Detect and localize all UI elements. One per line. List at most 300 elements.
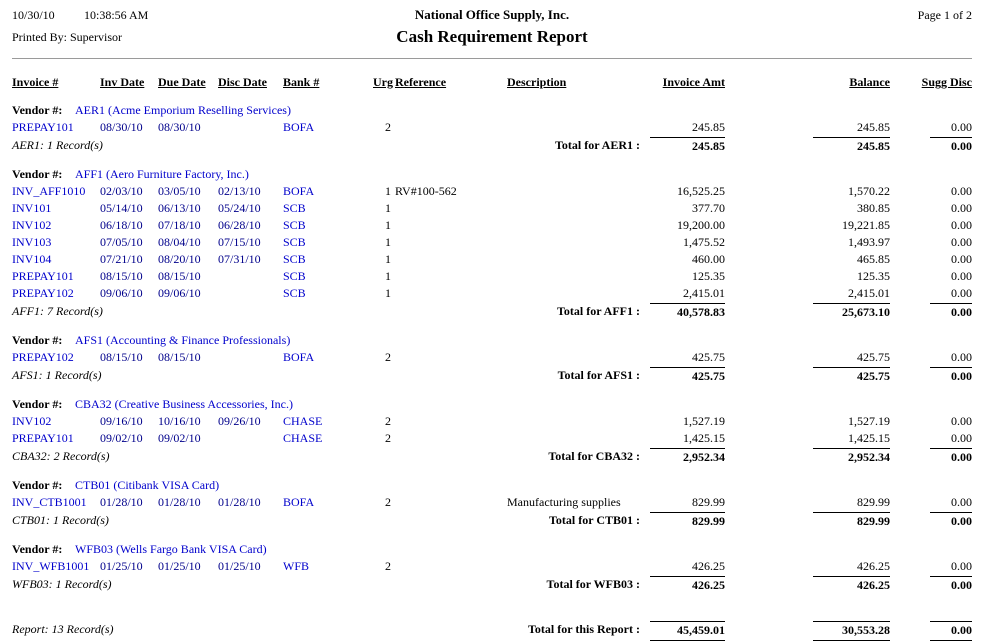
group-total-balance — [725, 367, 890, 385]
cell-reference — [395, 413, 507, 430]
vendor-header-row — [12, 396, 972, 413]
cell-bank[interactable]: BOFA — [283, 184, 315, 198]
cell-urg: 1 — [385, 286, 391, 300]
cell-bank[interactable]: SCB — [283, 235, 306, 249]
group-total-balance — [725, 512, 890, 530]
cell-sugg_disc — [890, 234, 972, 251]
report-total-row — [12, 621, 972, 641]
cell-invoice[interactable]: INV102 — [12, 414, 52, 428]
group-total-sugg_disc — [890, 512, 972, 530]
cell-disc_date: 07/31/10 — [218, 252, 261, 266]
cell-inv_date: 09/16/10 — [100, 414, 143, 428]
col-header-urg: Urg — [373, 75, 393, 89]
invoice-row — [12, 217, 972, 234]
vendor-name-link[interactable]: AFS1 (Accounting & Finance Professionals) — [75, 333, 291, 347]
report-total-label: Total for this Report : — [528, 622, 640, 636]
group-total-invoice_amt — [650, 367, 725, 385]
group-total-invoice_amt-value: 40,578.83 — [650, 303, 725, 321]
group-total-balance — [725, 576, 890, 594]
group-total-invoice_amt — [650, 303, 725, 321]
cell-reference — [395, 558, 507, 575]
cell-invoice_amt-value: 426.25 — [692, 559, 725, 573]
cell-balance-value: 245.85 — [857, 120, 890, 134]
printed-by-label: Printed By: Supervisor — [12, 30, 122, 44]
cell-sugg_disc — [890, 183, 972, 200]
group-total-invoice_amt — [650, 512, 725, 530]
cell-sugg_disc-value: 0.00 — [951, 286, 972, 300]
cell-invoice[interactable]: PREPAY101 — [12, 120, 74, 134]
col-header-balance: Balance — [849, 75, 890, 89]
group-total-invoice_amt-value: 829.99 — [650, 512, 725, 530]
group-total-invoice_amt — [650, 448, 725, 466]
group-total-invoice_amt-value: 425.75 — [650, 367, 725, 385]
cell-bank[interactable]: BOFA — [283, 350, 315, 364]
group-total-sugg_disc — [890, 448, 972, 466]
cell-sugg_disc-value: 0.00 — [951, 184, 972, 198]
cell-inv_date: 08/15/10 — [100, 350, 143, 364]
vendor-header-row — [12, 332, 972, 349]
cell-urg: 2 — [385, 350, 391, 364]
invoice-row — [12, 349, 972, 366]
cell-inv_date: 08/30/10 — [100, 120, 143, 134]
cell-due_date: 08/15/10 — [158, 269, 201, 283]
col-header-description: Description — [507, 75, 567, 89]
cell-urg: 2 — [385, 120, 391, 134]
cell-reference — [395, 217, 507, 234]
cell-sugg_disc-value: 0.00 — [951, 559, 972, 573]
cell-sugg_disc-value: 0.00 — [951, 350, 972, 364]
group-total-sugg_disc — [890, 576, 972, 594]
cell-due_date: 06/13/10 — [158, 201, 201, 215]
group-total-balance-value: 425.75 — [813, 367, 890, 385]
group-total-label: Total for WFB03 : — [546, 577, 640, 591]
cell-due_date: 09/06/10 — [158, 286, 201, 300]
cell-invoice_amt — [650, 558, 725, 575]
group-total-balance-value: 245.85 — [813, 137, 890, 155]
cell-invoice[interactable]: INV_CTB1001 — [12, 495, 87, 509]
cell-bank[interactable]: SCB — [283, 218, 306, 232]
cell-balance — [725, 268, 890, 285]
cell-inv_date: 07/05/10 — [100, 235, 143, 249]
cell-due_date: 03/05/10 — [158, 184, 201, 198]
cell-urg: 1 — [385, 184, 391, 198]
report-total-invoice_amt-value: 45,459.01 — [650, 621, 725, 641]
cell-balance-value: 465.85 — [857, 252, 890, 266]
cell-balance — [725, 349, 890, 366]
cell-invoice[interactable]: INV103 — [12, 235, 52, 249]
group-total-balance-value: 25,673.10 — [813, 303, 890, 321]
cell-bank[interactable]: CHASE — [283, 431, 323, 445]
group-total-invoice_amt-value: 2,952.34 — [650, 448, 725, 466]
cell-disc_date — [218, 349, 283, 366]
vendor-name-link[interactable]: WFB03 (Wells Fargo Bank VISA Card) — [75, 542, 267, 556]
cell-reference — [395, 200, 507, 217]
invoice-row — [12, 119, 972, 136]
group-record-count: WFB03: 1 Record(s) — [12, 577, 112, 591]
cell-balance-value: 829.99 — [857, 495, 890, 509]
invoice-row — [12, 430, 972, 447]
cell-balance-value: 1,527.19 — [848, 414, 890, 428]
group-total-sugg_disc-value: 0.00 — [930, 137, 972, 155]
cell-sugg_disc — [890, 119, 972, 136]
cell-bank[interactable]: BOFA — [283, 120, 315, 134]
group-total-balance-value: 2,952.34 — [813, 448, 890, 466]
vendor-number-label: Vendor #: — [12, 397, 63, 411]
cell-balance — [725, 251, 890, 268]
cell-sugg_disc — [890, 217, 972, 234]
cell-description — [507, 558, 650, 575]
cell-balance — [725, 285, 890, 302]
cell-reference — [395, 285, 507, 302]
cell-invoice[interactable]: PREPAY101 — [12, 431, 74, 445]
group-total-row — [12, 367, 972, 385]
cell-reference — [395, 251, 507, 268]
cell-inv_date: 01/25/10 — [100, 559, 143, 573]
cell-invoice[interactable]: INV102 — [12, 218, 52, 232]
col-header-inv_date: Inv Date — [100, 75, 145, 89]
cell-disc_date: 01/25/10 — [218, 559, 261, 573]
cell-invoice_amt — [650, 119, 725, 136]
vendor-header-row — [12, 102, 972, 119]
cell-sugg_disc-value: 0.00 — [951, 235, 972, 249]
vendor-name-link[interactable]: AFF1 (Aero Furniture Factory, Inc.) — [75, 167, 249, 181]
group-total-row — [12, 303, 972, 321]
cell-inv_date: 01/28/10 — [100, 495, 143, 509]
group-total-label: Total for AER1 : — [554, 138, 640, 152]
group-total-sugg_disc-value: 0.00 — [930, 576, 972, 594]
cell-urg: 2 — [385, 559, 391, 573]
col-header-sugg_disc: Sugg Disc — [921, 75, 972, 89]
cell-bank[interactable]: CHASE — [283, 414, 323, 428]
cell-invoice[interactable]: INV104 — [12, 252, 52, 266]
cell-invoice_amt — [650, 268, 725, 285]
group-total-label: Total for CBA32 : — [548, 449, 640, 463]
cell-inv_date: 07/21/10 — [100, 252, 143, 266]
cell-sugg_disc — [890, 251, 972, 268]
cell-balance-value: 425.75 — [857, 350, 890, 364]
cell-invoice_amt-value: 2,415.01 — [683, 286, 725, 300]
vendor-header-row — [12, 166, 972, 183]
vendor-group-CBA32 — [12, 396, 972, 466]
cell-invoice_amt-value: 16,525.25 — [677, 184, 725, 198]
cell-due_date: 08/04/10 — [158, 235, 201, 249]
group-total-row — [12, 512, 972, 530]
group-total-invoice_amt — [650, 576, 725, 594]
invoice-row — [12, 234, 972, 251]
cell-sugg_disc — [890, 494, 972, 511]
cell-inv_date: 06/18/10 — [100, 218, 143, 232]
cell-balance-value: 125.35 — [857, 269, 890, 283]
invoice-row — [12, 183, 972, 200]
cell-reference — [395, 494, 507, 511]
cell-urg: 1 — [385, 218, 391, 232]
cell-bank[interactable]: SCB — [283, 201, 306, 215]
vendor-number-label: Vendor #: — [12, 478, 63, 492]
group-total-balance — [725, 448, 890, 466]
group-record-count: CTB01: 1 Record(s) — [12, 513, 109, 527]
cell-description — [507, 285, 650, 302]
invoice-row — [12, 268, 972, 285]
report-total-balance-value: 30,553.28 — [813, 621, 890, 641]
vendor-header-row — [12, 541, 972, 558]
cell-invoice_amt — [650, 217, 725, 234]
cell-balance-value: 19,221.85 — [842, 218, 890, 232]
cell-balance-value: 1,493.97 — [848, 235, 890, 249]
vendor-group-AER1 — [12, 102, 972, 155]
cell-invoice_amt-value: 425.75 — [692, 350, 725, 364]
vendor-number-label: Vendor #: — [12, 167, 63, 181]
report-run-date: 10/30/10 — [12, 8, 55, 22]
cell-sugg_disc-value: 0.00 — [951, 201, 972, 215]
cell-balance — [725, 494, 890, 511]
vendor-group-CTB01 — [12, 477, 972, 530]
invoice-row — [12, 413, 972, 430]
invoice-row — [12, 285, 972, 302]
cell-balance — [725, 183, 890, 200]
cell-urg: 2 — [385, 431, 391, 445]
cell-invoice[interactable]: PREPAY101 — [12, 269, 74, 283]
cell-invoice[interactable]: INV101 — [12, 201, 52, 215]
cell-sugg_disc — [890, 413, 972, 430]
cell-sugg_disc-value: 0.00 — [951, 431, 972, 445]
cell-urg: 1 — [385, 269, 391, 283]
cell-reference — [395, 268, 507, 285]
cell-reference — [395, 349, 507, 366]
cell-balance — [725, 430, 890, 447]
cell-invoice_amt — [650, 183, 725, 200]
cell-due_date: 01/25/10 — [158, 559, 201, 573]
cell-sugg_disc-value: 0.00 — [951, 495, 972, 509]
invoice-row — [12, 200, 972, 217]
group-total-sugg_disc — [890, 303, 972, 321]
invoice-row — [12, 251, 972, 268]
report-header-line2 — [12, 26, 972, 53]
cell-description — [507, 119, 650, 136]
report-total-sugg_disc — [890, 621, 972, 641]
cell-balance — [725, 234, 890, 251]
vendor-name-link[interactable]: CTB01 (Citibank VISA Card) — [75, 478, 220, 492]
report-header-line1 — [12, 6, 972, 26]
cell-bank[interactable]: SCB — [283, 269, 306, 283]
cell-reference — [395, 234, 507, 251]
cell-inv_date: 08/15/10 — [100, 269, 143, 283]
cell-invoice_amt-value: 1,475.52 — [683, 235, 725, 249]
group-total-label: Total for AFS1 : — [557, 368, 640, 382]
cell-due_date: 09/02/10 — [158, 431, 201, 445]
cell-inv_date: 09/06/10 — [100, 286, 143, 300]
group-total-row — [12, 576, 972, 594]
cell-invoice_amt — [650, 349, 725, 366]
report-total-invoice_amt — [650, 621, 725, 641]
cell-description — [507, 268, 650, 285]
cell-invoice_amt-value: 829.99 — [692, 495, 725, 509]
cell-balance-value: 1,570.22 — [848, 184, 890, 198]
cell-sugg_disc-value: 0.00 — [951, 269, 972, 283]
cell-invoice_amt — [650, 494, 725, 511]
header-divider — [12, 58, 972, 59]
invoice-row — [12, 558, 972, 575]
cell-description — [507, 234, 650, 251]
group-total-row — [12, 448, 972, 466]
col-header-invoice: Invoice # — [12, 75, 59, 89]
report-total-sugg_disc-value: 0.00 — [930, 621, 972, 641]
cell-balance — [725, 200, 890, 217]
cell-invoice_amt — [650, 430, 725, 447]
col-header-disc_date: Disc Date — [218, 75, 267, 89]
cell-balance — [725, 217, 890, 234]
group-total-sugg_disc-value: 0.00 — [930, 448, 972, 466]
report-record-count: Report: 13 Record(s) — [12, 622, 114, 636]
cell-description: Manufacturing supplies — [507, 495, 621, 509]
group-total-label: Total for CTB01 : — [548, 513, 640, 527]
group-total-invoice_amt-value: 426.25 — [650, 576, 725, 594]
cell-due_date: 01/28/10 — [158, 495, 201, 509]
cell-inv_date: 05/14/10 — [100, 201, 143, 215]
cell-urg: 2 — [385, 495, 391, 509]
cell-invoice[interactable]: PREPAY102 — [12, 350, 74, 364]
cell-description — [507, 430, 650, 447]
cell-invoice_amt-value: 19,200.00 — [677, 218, 725, 232]
cell-balance-value: 2,415.01 — [848, 286, 890, 300]
cell-urg: 1 — [385, 252, 391, 266]
cell-sugg_disc-value: 0.00 — [951, 252, 972, 266]
cell-invoice_amt-value: 1,527.19 — [683, 414, 725, 428]
cell-invoice_amt — [650, 251, 725, 268]
vendor-group-AFS1 — [12, 332, 972, 385]
cell-bank[interactable]: SCB — [283, 286, 306, 300]
cell-balance — [725, 558, 890, 575]
cell-inv_date: 02/03/10 — [100, 184, 143, 198]
cell-disc_date: 02/13/10 — [218, 184, 261, 198]
cell-sugg_disc — [890, 200, 972, 217]
cell-description — [507, 217, 650, 234]
group-total-balance-value: 426.25 — [813, 576, 890, 594]
cell-invoice_amt-value: 125.35 — [692, 269, 725, 283]
report-title: Cash Requirement Report — [396, 27, 588, 46]
cell-due_date: 08/20/10 — [158, 252, 201, 266]
report-body — [12, 74, 972, 641]
cell-urg: 1 — [385, 201, 391, 215]
group-total-balance — [725, 137, 890, 155]
cell-reference — [395, 119, 507, 136]
cell-balance-value: 380.85 — [857, 201, 890, 215]
report-run-time: 10:38:56 AM — [84, 8, 149, 22]
cell-invoice_amt — [650, 285, 725, 302]
cell-disc_date: 06/28/10 — [218, 218, 261, 232]
vendor-number-label: Vendor #: — [12, 333, 63, 347]
cell-description — [507, 251, 650, 268]
cell-description — [507, 413, 650, 430]
cell-disc_date: 05/24/10 — [218, 201, 261, 215]
cell-invoice[interactable]: INV_AFF1010 — [12, 184, 86, 198]
col-header-reference: Reference — [395, 75, 447, 89]
group-total-sugg_disc — [890, 367, 972, 385]
report-total-balance — [725, 621, 890, 641]
cell-balance-value: 426.25 — [857, 559, 890, 573]
group-record-count: AER1: 1 Record(s) — [12, 138, 103, 152]
cell-description — [507, 183, 650, 200]
cell-invoice_amt-value: 460.00 — [692, 252, 725, 266]
cell-due_date: 10/16/10 — [158, 414, 201, 428]
cell-disc_date: 07/15/10 — [218, 235, 261, 249]
group-total-sugg_disc-value: 0.00 — [930, 367, 972, 385]
cell-bank[interactable]: WFB — [283, 559, 310, 573]
cell-due_date: 08/30/10 — [158, 120, 201, 134]
cell-invoice_amt — [650, 200, 725, 217]
invoice-row — [12, 494, 972, 511]
cell-invoice_amt-value: 377.70 — [692, 201, 725, 215]
cell-invoice_amt — [650, 234, 725, 251]
vendor-name-link[interactable]: CBA32 (Creative Business Accessories, Inc.) — [75, 397, 293, 411]
group-total-row — [12, 137, 972, 155]
cell-disc_date — [218, 268, 283, 285]
cell-description — [507, 349, 650, 366]
cell-invoice_amt — [650, 413, 725, 430]
cell-urg: 1 — [385, 235, 391, 249]
vendor-number-label: Vendor #: — [12, 542, 63, 556]
page-indicator: Page 1 of 2 — [917, 8, 972, 22]
vendor-name-link[interactable]: AER1 (Acme Emporium Reselling Services) — [75, 103, 291, 117]
group-total-invoice_amt — [650, 137, 725, 155]
cell-sugg_disc — [890, 349, 972, 366]
cell-bank[interactable]: SCB — [283, 252, 306, 266]
cell-urg: 2 — [385, 414, 391, 428]
cell-sugg_disc — [890, 558, 972, 575]
group-record-count: AFS1: 1 Record(s) — [12, 368, 102, 382]
cell-due_date: 08/15/10 — [158, 350, 201, 364]
cell-sugg_disc — [890, 430, 972, 447]
vendor-header-row — [12, 477, 972, 494]
col-header-due_date: Due Date — [158, 75, 206, 89]
cell-disc_date — [218, 119, 283, 136]
cell-disc_date — [218, 430, 283, 447]
cell-balance-value: 1,425.15 — [848, 431, 890, 445]
group-total-sugg_disc — [890, 137, 972, 155]
group-total-label: Total for AFF1 : — [557, 304, 640, 318]
cell-balance — [725, 413, 890, 430]
cell-disc_date: 09/26/10 — [218, 414, 261, 428]
cell-balance — [725, 119, 890, 136]
group-total-balance — [725, 303, 890, 321]
cell-invoice[interactable]: PREPAY102 — [12, 286, 74, 300]
group-total-invoice_amt-value: 245.85 — [650, 137, 725, 155]
cell-disc_date: 01/28/10 — [218, 495, 261, 509]
cell-invoice[interactable]: INV_WFB1001 — [12, 559, 90, 573]
cell-bank[interactable]: BOFA — [283, 495, 315, 509]
company-name: National Office Supply, Inc. — [414, 7, 570, 22]
cell-inv_date: 09/02/10 — [100, 431, 143, 445]
vendor-number-label: Vendor #: — [12, 103, 63, 117]
cell-reference — [395, 430, 507, 447]
cell-sugg_disc-value: 0.00 — [951, 218, 972, 232]
group-total-balance-value: 829.99 — [813, 512, 890, 530]
group-record-count: CBA32: 2 Record(s) — [12, 449, 110, 463]
cell-reference: RV#100-562 — [395, 184, 457, 198]
cell-description — [507, 200, 650, 217]
cell-sugg_disc — [890, 268, 972, 285]
cell-sugg_disc-value: 0.00 — [951, 120, 972, 134]
vendor-group-WFB03 — [12, 541, 972, 594]
cell-invoice_amt-value: 245.85 — [692, 120, 725, 134]
column-header-row — [12, 74, 972, 91]
col-header-invoice_amt: Invoice Amt — [662, 75, 725, 89]
col-header-bank: Bank # — [283, 75, 320, 89]
group-total-sugg_disc-value: 0.00 — [930, 303, 972, 321]
group-record-count: AFF1: 7 Record(s) — [12, 304, 103, 318]
cell-sugg_disc — [890, 285, 972, 302]
cell-disc_date — [218, 285, 283, 302]
cell-sugg_disc-value: 0.00 — [951, 414, 972, 428]
